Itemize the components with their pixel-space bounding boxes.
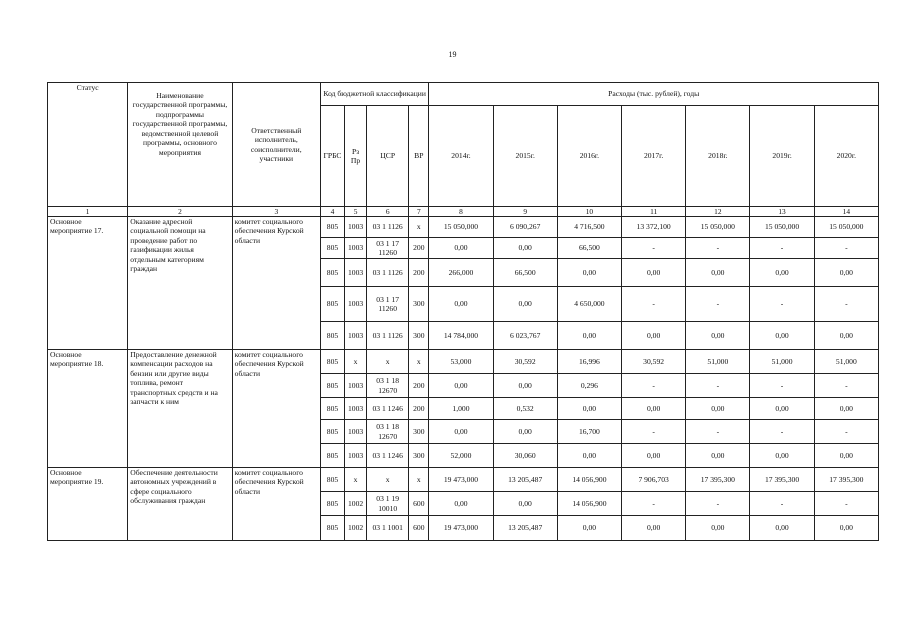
value-cell: 0,296: [557, 374, 621, 398]
vr-cell: 300: [409, 322, 429, 350]
vr-cell: 300: [409, 287, 429, 322]
header-expenses: Расходы (тыс. рублей), годы: [429, 83, 879, 106]
value-cell: 66,500: [493, 259, 557, 287]
status-cell: Основное мероприятие 19.: [48, 468, 128, 541]
value-cell: 15 050,000: [814, 217, 878, 238]
value-cell: 30,592: [493, 350, 557, 374]
value-cell: 0,00: [750, 516, 814, 541]
column-number: 4: [320, 207, 344, 217]
header-rzpr: Рз Пр: [345, 106, 367, 207]
value-cell: 0,00: [814, 444, 878, 468]
value-cell: 0,00: [814, 322, 878, 350]
measure-name-cell: Предоставление денежной компенсации расходов на бензин или другие виды топлива, ремонт транспортных средств и на запчасти к ним: [128, 350, 232, 468]
value-cell: 0,00: [750, 259, 814, 287]
value-cell: -: [686, 374, 750, 398]
value-cell: -: [622, 492, 686, 516]
value-cell: 13 205,487: [493, 468, 557, 492]
value-cell: -: [686, 238, 750, 259]
grbs-cell: 805: [320, 287, 344, 322]
column-number: 10: [557, 207, 621, 217]
header-grbs: ГРБС: [320, 106, 344, 207]
value-cell: 1,000: [429, 398, 493, 420]
value-cell: 51,000: [814, 350, 878, 374]
value-cell: 266,000: [429, 259, 493, 287]
header-year: 2017г.: [622, 106, 686, 207]
value-cell: 0,00: [493, 287, 557, 322]
value-cell: -: [750, 238, 814, 259]
value-cell: 15 050,000: [750, 217, 814, 238]
vr-cell: 300: [409, 444, 429, 468]
vr-cell: 300: [409, 420, 429, 444]
value-cell: 52,000: [429, 444, 493, 468]
value-cell: 17 395,300: [750, 468, 814, 492]
value-cell: 0,00: [686, 516, 750, 541]
value-cell: 0,532: [493, 398, 557, 420]
value-cell: 4 716,500: [557, 217, 621, 238]
value-cell: 19 473,000: [429, 468, 493, 492]
value-cell: -: [622, 238, 686, 259]
vr-cell: х: [409, 350, 429, 374]
value-cell: 30,060: [493, 444, 557, 468]
grbs-cell: 805: [320, 217, 344, 238]
csr-cell: х: [367, 468, 409, 492]
value-cell: 0,00: [493, 238, 557, 259]
value-cell: 0,00: [686, 444, 750, 468]
header-year: 2018г.: [686, 106, 750, 207]
rzpr-cell: 1003: [345, 287, 367, 322]
value-cell: 53,000: [429, 350, 493, 374]
page-number: 19: [448, 50, 457, 59]
responsible-cell: комитет социального обеспечения Курской области: [232, 468, 320, 541]
value-cell: 0,00: [814, 398, 878, 420]
grbs-cell: 805: [320, 468, 344, 492]
column-number: 9: [493, 207, 557, 217]
header-year: 2019г.: [750, 106, 814, 207]
value-cell: 0,00: [557, 516, 621, 541]
vr-cell: 200: [409, 259, 429, 287]
header-responsible: Ответственный исполнитель, соисполнители, участники: [232, 83, 320, 207]
value-cell: 0,00: [750, 444, 814, 468]
csr-cell: 03 1 1246: [367, 444, 409, 468]
value-cell: -: [814, 287, 878, 322]
value-cell: -: [686, 287, 750, 322]
value-cell: 14 056,900: [557, 468, 621, 492]
header-year: 2014г.: [429, 106, 493, 207]
table-row: [48, 217, 879, 238]
vr-cell: 200: [409, 374, 429, 398]
value-cell: 13 372,100: [622, 217, 686, 238]
measure-name-cell: Обеспечение деятельности автономных учреждений в сфере социального обслуживания граждан: [128, 468, 232, 541]
column-number: 7: [409, 207, 429, 217]
value-cell: -: [814, 420, 878, 444]
value-cell: -: [686, 492, 750, 516]
value-cell: 0,00: [429, 374, 493, 398]
value-cell: 17 395,300: [814, 468, 878, 492]
value-cell: 0,00: [622, 516, 686, 541]
header-status: Статус: [48, 83, 128, 207]
value-cell: 16,996: [557, 350, 621, 374]
header-budget-code: Код бюджетной классификации: [320, 83, 428, 106]
grbs-cell: 805: [320, 516, 344, 541]
value-cell: -: [814, 374, 878, 398]
value-cell: 0,00: [557, 444, 621, 468]
value-cell: -: [814, 238, 878, 259]
value-cell: 66,500: [557, 238, 621, 259]
table-row: [48, 350, 879, 374]
value-cell: 0,00: [429, 238, 493, 259]
csr-cell: 03 1 17 11260: [367, 287, 409, 322]
status-cell: Основное мероприятие 17.: [48, 217, 128, 350]
value-cell: -: [750, 374, 814, 398]
vr-cell: х: [409, 217, 429, 238]
value-cell: 0,00: [686, 322, 750, 350]
csr-cell: 03 1 1126: [367, 259, 409, 287]
column-number: 3: [232, 207, 320, 217]
grbs-cell: 805: [320, 238, 344, 259]
value-cell: 0,00: [622, 444, 686, 468]
value-cell: 14 784,000: [429, 322, 493, 350]
header-year: 2015г.: [493, 106, 557, 207]
csr-cell: 03 1 1126: [367, 217, 409, 238]
responsible-cell: комитет социального обеспечения Курской области: [232, 350, 320, 468]
value-cell: -: [622, 420, 686, 444]
responsible-cell: комитет социального обеспечения Курской области: [232, 217, 320, 350]
value-cell: -: [622, 374, 686, 398]
header-row-top: [48, 83, 879, 106]
value-cell: 7 906,703: [622, 468, 686, 492]
value-cell: -: [750, 287, 814, 322]
header-name: Наименование государственной программы, подпрограммы государственной программы, ведомственной целевой программы, основного мероприятия: [128, 83, 232, 207]
rzpr-cell: 1003: [345, 374, 367, 398]
value-cell: 0,00: [557, 322, 621, 350]
value-cell: 15 050,000: [686, 217, 750, 238]
header-year: 2016г.: [557, 106, 621, 207]
column-number: 11: [622, 207, 686, 217]
vr-cell: 600: [409, 492, 429, 516]
value-cell: 0,00: [557, 259, 621, 287]
value-cell: 0,00: [493, 420, 557, 444]
value-cell: 51,000: [686, 350, 750, 374]
column-number: 5: [345, 207, 367, 217]
rzpr-cell: х: [345, 468, 367, 492]
value-cell: 15 050,000: [429, 217, 493, 238]
grbs-cell: 805: [320, 420, 344, 444]
vr-cell: 200: [409, 238, 429, 259]
value-cell: 17 395,300: [686, 468, 750, 492]
value-cell: 0,00: [622, 322, 686, 350]
column-number: 8: [429, 207, 493, 217]
value-cell: 16,700: [557, 420, 621, 444]
value-cell: 30,592: [622, 350, 686, 374]
value-cell: 6 090,267: [493, 217, 557, 238]
column-number: 12: [686, 207, 750, 217]
grbs-cell: 805: [320, 350, 344, 374]
vr-cell: 600: [409, 516, 429, 541]
value-cell: 0,00: [686, 259, 750, 287]
csr-cell: 03 1 1126: [367, 322, 409, 350]
header-vr: ВР: [409, 106, 429, 207]
value-cell: -: [814, 492, 878, 516]
value-cell: 0,00: [493, 374, 557, 398]
column-number: 13: [750, 207, 814, 217]
header-year: 2020г.: [814, 106, 878, 207]
value-cell: -: [686, 420, 750, 444]
rzpr-cell: х: [345, 350, 367, 374]
value-cell: -: [750, 420, 814, 444]
grbs-cell: 805: [320, 322, 344, 350]
value-cell: 0,00: [750, 322, 814, 350]
grbs-cell: 805: [320, 492, 344, 516]
rzpr-cell: 1003: [345, 420, 367, 444]
csr-cell: 03 1 17 11260: [367, 238, 409, 259]
column-number: 14: [814, 207, 878, 217]
header-csr: ЦСР: [367, 106, 409, 207]
vr-cell: 200: [409, 398, 429, 420]
csr-cell: 03 1 1001: [367, 516, 409, 541]
csr-cell: 03 1 18 12670: [367, 374, 409, 398]
value-cell: 0,00: [814, 259, 878, 287]
column-number: 1: [48, 207, 128, 217]
csr-cell: х: [367, 350, 409, 374]
rzpr-cell: 1003: [345, 259, 367, 287]
value-cell: 0,00: [686, 398, 750, 420]
value-cell: 0,00: [622, 398, 686, 420]
rzpr-cell: 1002: [345, 516, 367, 541]
value-cell: 4 650,000: [557, 287, 621, 322]
value-cell: -: [622, 287, 686, 322]
table-row: [48, 468, 879, 492]
value-cell: 14 056,900: [557, 492, 621, 516]
value-cell: 0,00: [622, 259, 686, 287]
value-cell: 0,00: [750, 398, 814, 420]
csr-cell: 03 1 18 12670: [367, 420, 409, 444]
value-cell: 0,00: [814, 516, 878, 541]
rzpr-cell: 1003: [345, 398, 367, 420]
csr-cell: 03 1 19 10010: [367, 492, 409, 516]
budget-table: [47, 82, 879, 541]
value-cell: 0,00: [429, 420, 493, 444]
value-cell: 6 023,767: [493, 322, 557, 350]
grbs-cell: 805: [320, 398, 344, 420]
status-cell: Основное мероприятие 18.: [48, 350, 128, 468]
rzpr-cell: 1002: [345, 492, 367, 516]
column-number: 6: [367, 207, 409, 217]
rzpr-cell: 1003: [345, 217, 367, 238]
grbs-cell: 805: [320, 444, 344, 468]
column-number: 2: [128, 207, 232, 217]
value-cell: 51,000: [750, 350, 814, 374]
column-numbers-row: [48, 207, 879, 217]
value-cell: -: [750, 492, 814, 516]
value-cell: 0,00: [429, 287, 493, 322]
measure-name-cell: Оказание адресной социальной помощи на проведение работ по газификации жилья отдельным категориям граждан: [128, 217, 232, 350]
grbs-cell: 805: [320, 259, 344, 287]
rzpr-cell: 1003: [345, 444, 367, 468]
rzpr-cell: 1003: [345, 322, 367, 350]
value-cell: 0,00: [557, 398, 621, 420]
rzpr-cell: 1003: [345, 238, 367, 259]
value-cell: 0,00: [429, 492, 493, 516]
csr-cell: 03 1 1246: [367, 398, 409, 420]
value-cell: 13 205,487: [493, 516, 557, 541]
value-cell: 0,00: [493, 492, 557, 516]
grbs-cell: 805: [320, 374, 344, 398]
vr-cell: х: [409, 468, 429, 492]
value-cell: 19 473,000: [429, 516, 493, 541]
